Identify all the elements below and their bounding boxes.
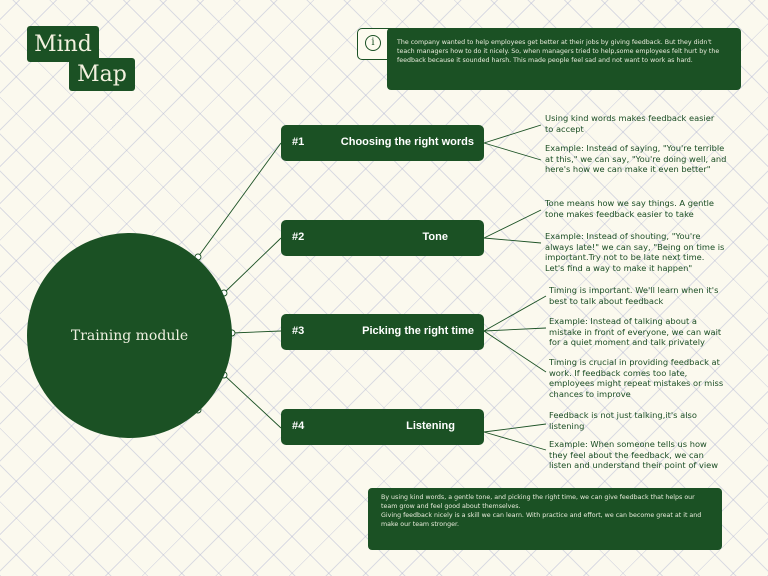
connector-topic-4-leaf-2	[484, 432, 546, 450]
connector-topic-1-leaf-1	[484, 125, 541, 143]
topic-2	[281, 220, 484, 256]
leaf-topic-1-a: Using kind words makes feedback easier to accept	[545, 113, 715, 134]
topic-label: Picking the right time	[362, 325, 474, 337]
leaf-topic-4-b: Example: When someone tells us how they feel about the feedback, we can listen and understand their point of view	[549, 439, 719, 470]
summary-line-2: Giving feedback nicely is a skill we can learn. With practice and effort, we can become great at it and make our team stronger.	[381, 512, 702, 528]
connector-topic-3-leaf-3	[484, 331, 546, 372]
leaf-topic-1-b: Example: Instead of saying, "You're terrible at this," we can say, "You're doing well, and here's how we can make it even better"	[545, 143, 727, 174]
connector-topic-1-leaf-2	[484, 143, 541, 160]
connector-center-topic-3	[232, 331, 281, 333]
topic-number: #3	[292, 325, 305, 337]
title-map: Map	[69, 58, 135, 91]
leaf-topic-4-a: Feedback is not just talking,it's also listening	[549, 410, 697, 431]
topic-label: Listening	[406, 420, 455, 432]
central-topic-label: Training module	[70, 327, 189, 344]
topic-number: #1	[292, 136, 305, 148]
leaf-topic-3-b: Example: Instead of talking about a mistake in front of everyone, we can wait for a quiet moment and talk privately	[549, 316, 722, 347]
connector-topic-3-leaf-2	[484, 328, 546, 331]
topic-label: Choosing the right words	[340, 136, 474, 148]
title-mind: Mind	[27, 26, 99, 62]
topic-1	[281, 125, 484, 161]
leaf-topic-2-a: Tone means how we say things. A gentle tone makes feedback easier to take	[545, 198, 715, 219]
info-icon: i	[365, 35, 381, 51]
summary-line-1: By using kind words, a gentle tone, and picking the right time, we can give feedback that helps our team grow and feel good about themselves.	[381, 494, 695, 510]
connector-topic-2-leaf-1	[484, 210, 541, 238]
intro-note: The company wanted to help employees get better at their jobs by giving feedback. But they didn't teach managers how to do it nicely. So, when managers tried to help,some employees felt hurt by the feedback because it sounded harsh. This made people feel sad and not want to work as hard.	[387, 28, 741, 90]
leaf-topic-3-c: Timing is crucial in providing feedback at work. If feedback comes too late, employees might repeat mistakes or miss chances to improve	[549, 357, 724, 399]
connector-center-topic-1	[198, 143, 281, 257]
topic-number: #2	[292, 231, 305, 243]
leaf-topic-3-a: Timing is important. We'll learn when it's best to talk about feedback	[549, 285, 719, 306]
topic-4	[281, 409, 484, 445]
topic-number: #4	[292, 420, 305, 432]
summary-note	[368, 488, 722, 550]
connector-topic-3-leaf-1	[484, 296, 546, 331]
topic-3	[281, 314, 484, 350]
connector-center-topic-2	[224, 238, 281, 293]
central-topic	[27, 233, 232, 438]
topic-label: Tone	[422, 231, 448, 243]
connector-center-topic-4	[224, 375, 281, 428]
connector-topic-4-leaf-1	[484, 424, 546, 432]
leaf-topic-2-b: Example: Instead of shouting, "You're always late!" we can say, "Being on time is important.Try not to be late next time. Let's find a way to make it happen"	[545, 231, 725, 273]
connector-topic-2-leaf-2	[484, 238, 541, 243]
